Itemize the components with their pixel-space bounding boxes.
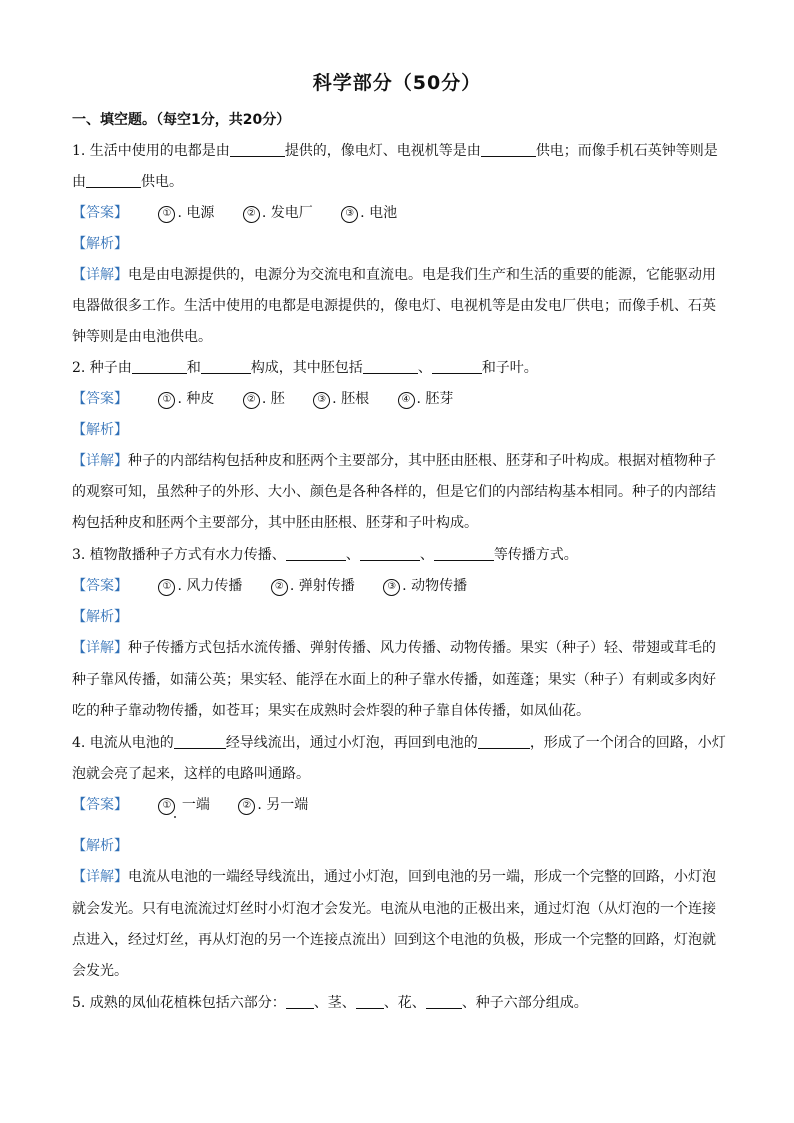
detail-label: 【详解】 — [72, 640, 128, 656]
answer-blank — [201, 359, 251, 374]
answer-item: ② . 发电厂 — [243, 203, 313, 223]
answer-blank — [174, 734, 226, 749]
analysis-label: 【解析】 — [72, 838, 128, 854]
question-2-answer — [72, 389, 732, 409]
answer-item: ② . 另一端 — [238, 795, 308, 815]
answer-blank — [132, 359, 187, 374]
question-3-line: 3. 植物散播种子方式有水力传播、 、 、 等传播方式。 — [72, 547, 578, 563]
answer-item: ① 一端 — [158, 795, 209, 815]
answer-blank — [434, 546, 494, 561]
question-3-detail-1: 【详解】种子传播方式包括水流传播、弹射传播、风力传播、动物传播。果实（种子）轻、带翅或茸毛的 — [72, 640, 716, 656]
analysis-label: 【解析】 — [72, 609, 128, 625]
answer-blank — [356, 994, 384, 1009]
answer-list — [158, 576, 491, 596]
detail-label: 【详解】 — [72, 869, 128, 885]
question-2-detail-3: 构包括种皮和胚两个主要部分，其中胚由胚根、胚芽和子叶构成。 — [72, 515, 478, 531]
answer-blank — [432, 359, 482, 374]
answer-blank — [86, 173, 141, 188]
answer-label: 【答案】 — [72, 578, 128, 594]
answer-item: ③ . 胚根 — [313, 389, 369, 409]
question-1-detail-3: 钟等则是由电池供电。 — [72, 329, 212, 345]
answer-blank — [426, 994, 462, 1009]
question-4-detail-2: 就会发光。只有电流流过灯丝时小灯泡才会发光。电流从电池的正极出来，通过灯泡（从灯泡的一个连接 — [72, 901, 716, 917]
question-1-line-2: 由 供电。 — [72, 174, 183, 190]
question-3-answer — [72, 576, 732, 596]
answer-item: ③ . 动物传播 — [383, 576, 467, 596]
answer-item: ② . 胚 — [243, 389, 285, 409]
question-1-line-1: 1. 生活中使用的电都是由 提供的，像电灯、电视机等是由 供电；而像手机石英钟等则是 — [72, 143, 718, 159]
question-3-detail-3: 吃的种子靠动物传播，如苍耳；果实在成熟时会炸裂的种子靠自体传播，如凤仙花。 — [72, 703, 590, 719]
question-1-detail-2: 电器做很多工作。生活中使用的电都是电源提供的，像电灯、电视机等是由发电厂供电；而像手机、石英 — [72, 298, 716, 314]
question-5-line: 5. 成熟的凤仙花植株包括六部分： 、茎、 、花、 、种子六部分组成。 — [72, 995, 588, 1011]
answer-list — [158, 389, 477, 409]
question-4-detail-4: 会发光。 — [72, 963, 128, 979]
answer-blank — [286, 546, 346, 561]
question-4-detail-3: 点进入，经过灯丝，再从灯泡的另一个连接点流出）回到这个电池的负极，形成一个完整的回路，灯泡就 — [72, 932, 716, 948]
question-4-detail-1: 【详解】电流从电池的一端经导线流出，通过小灯泡，回到电池的另一端，形成一个完整的回路，小灯泡 — [72, 869, 716, 885]
answer-item: ④ . 胚芽 — [398, 389, 454, 409]
answer-label: 【答案】 — [72, 205, 128, 221]
stray-dot — [174, 816, 176, 818]
answer-item: ③ . 电池 — [341, 203, 397, 223]
page-title: 科学部分（50分） — [312, 72, 482, 94]
answer-blank — [360, 546, 420, 561]
section-heading: 一、填空题。（每空1分，共20分） — [72, 112, 291, 128]
question-2-line: 2. 种子由 和 构成，其中胚包括 、 和子叶。 — [72, 360, 538, 376]
answer-item: ② . 弹射传播 — [271, 576, 355, 596]
answer-blank — [363, 359, 418, 374]
answer-blank — [481, 142, 536, 157]
answer-list — [158, 795, 332, 815]
answer-item: ① . 种皮 — [158, 389, 214, 409]
answer-list — [158, 203, 421, 223]
answer-blank — [478, 734, 530, 749]
answer-item: ① . 风力传播 — [158, 576, 242, 596]
detail-label: 【详解】 — [72, 453, 128, 469]
question-2-detail-1: 【详解】种子的内部结构包括种皮和胚两个主要部分，其中胚由胚根、胚芽和子叶构成。根据对植物种子 — [72, 453, 716, 469]
question-1-detail-1: 【详解】电是由电源提供的，电源分为交流电和直流电。电是我们生产和生活的重要的能源，它能驱动用 — [72, 267, 716, 283]
question-1-answer — [72, 203, 732, 223]
question-4-line-1: 4. 电流从电池的 经导线流出，通过小灯泡，再回到电池的 ，形成了一个闭合的回路，小灯 — [72, 735, 726, 751]
question-4-line-2: 泡就会亮了起来，这样的电路叫通路。 — [72, 766, 310, 782]
analysis-label: 【解析】 — [72, 236, 128, 252]
answer-item: ① . 电源 — [158, 203, 214, 223]
answer-label: 【答案】 — [72, 391, 128, 407]
detail-label: 【详解】 — [72, 267, 128, 283]
analysis-label: 【解析】 — [72, 422, 128, 438]
answer-blank — [230, 142, 285, 157]
answer-label: 【答案】 — [72, 797, 128, 813]
question-3-detail-2: 种子靠风传播，如蒲公英；果实轻、能浮在水面上的种子靠水传播，如莲蓬；果实（种子）有刺或多肉好 — [72, 672, 716, 688]
question-2-detail-2: 的观察可知，虽然种子的外形、大小、颜色是各种各样的，但是它们的内部结构基本相同。种子的内部结 — [72, 484, 716, 500]
answer-blank — [286, 994, 314, 1009]
question-4-answer — [72, 795, 732, 815]
